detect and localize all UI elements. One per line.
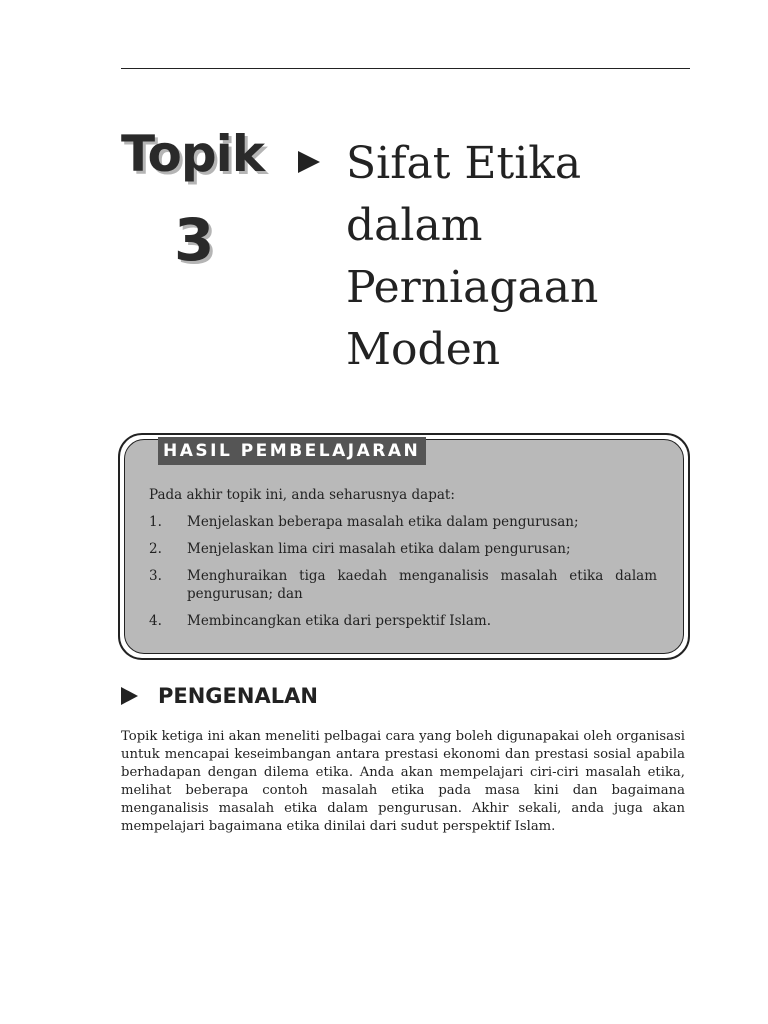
body-paragraph: Topik ketiga ini akan meneliti pelbagai cara yang boleh digunapakai oleh organisasi untuk mencapai keseimbangan antara prestasi ekonomi dan prestasi sosial apabila berhadapan dengan dilema etika. Anda akan mempelajari ciri-ciri masalah etika, melihat beberapa contoh masalah etika pada masa kini dan bagaimana menganalisis masalah etika dalam pengurusan. Akhir sekali, anda juga akan mempelajari bagaimana etika dinilai dari sudut perspektif Islam. [121,729,685,834]
list-item-number: 3. [149,568,162,584]
section-heading: PENGENALAN [158,684,318,708]
list-item-text: Menjelaskan lima ciri masalah etika dalam pengurusan; [187,541,571,557]
header-rule [121,68,690,69]
chapter-title-line: Perniagaan [346,262,599,313]
list-item-number: 1. [149,514,162,530]
chapter-title-line: Moden [346,324,501,375]
list-item-number: 4. [149,613,162,629]
list-item [149,567,657,603]
learning-outcomes-heading: HASIL PEMBELAJARAN [158,437,426,465]
list-item [149,513,657,531]
list-item-text: Menghuraikan tiga kaedah menganalisis masalah etika dalam pengurusan; dan [187,568,657,602]
list-item [149,540,657,558]
learning-outcomes-list [149,513,657,639]
triangle-arrow-icon [121,687,138,705]
chapter-title-line: dalam [346,200,483,251]
topic-label: Topik [121,125,264,183]
chapter-title-line: Sifat Etika [346,138,582,189]
list-item-text: Menjelaskan beberapa masalah etika dalam pengurusan; [187,514,579,530]
learning-outcomes-intro: Pada akhir topik ini, anda seharusnya dapat: [149,487,455,503]
list-item-number: 2. [149,541,162,557]
list-item-text: Membincangkan etika dari perspektif Islam. [187,613,492,629]
triangle-arrow-icon [298,151,320,173]
list-item [149,612,657,630]
topic-number: 3 [174,206,215,274]
chapter-title [346,133,676,381]
